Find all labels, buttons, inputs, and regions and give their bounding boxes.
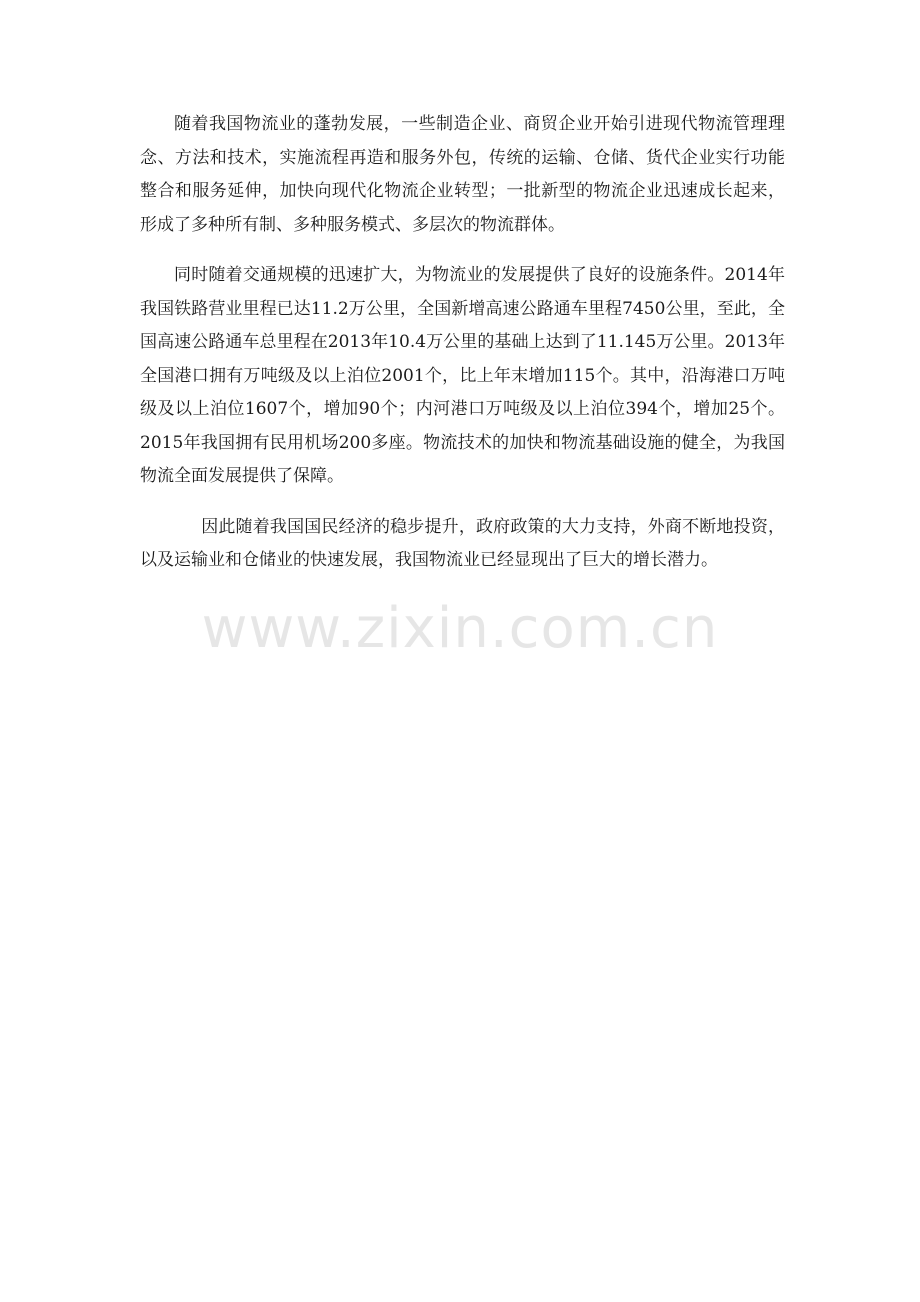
- paragraph-transport-infrastructure: 同时随着交通规模的迅速扩大，为物流业的发展提供了良好的设施条件。2014年我国铁路营业里程已达11.2万公里，全国新增高速公路通车里程7450公里，至此，全国高速公路通车总里程在2013年10.4万公里的基础上达到了11.145万公里。2013年全国港口拥有万吨级及以上泊位2001个，比上年末增加115个。其中，沿海港口万吨级及以上泊位1607个，增加90个；内河港口万吨级及以上泊位394个，增加25个。2015年我国拥有民用机场200多座。物流技术的加快和物流基础设施的健全，为我国物流全面发展提供了保障。: [140, 265, 785, 486]
- paragraph-logistics-development: 随着我国物流业的蓬勃发展，一些制造企业、商贸企业开始引进现代物流管理理念、方法和技术，实施流程再造和服务外包，传统的运输、仓储、货代企业实行功能整合和服务延伸，加快向现代化物流企业转型；一批新型的物流企业迅速成长起来，形成了多种所有制、多种服务模式、多层次的物流群体。: [140, 114, 785, 235]
- paragraph-growth-potential: 因此随着我国国民经济的稳步提升，政府政策的大力支持，外商不断地投资，以及运输业和仓储业的快速发展，我国物流业已经显现出了巨大的增长潜力。: [140, 516, 785, 570]
- document-body: [140, 108, 785, 578]
- watermark: www.zixin.com.cn: [201, 596, 719, 661]
